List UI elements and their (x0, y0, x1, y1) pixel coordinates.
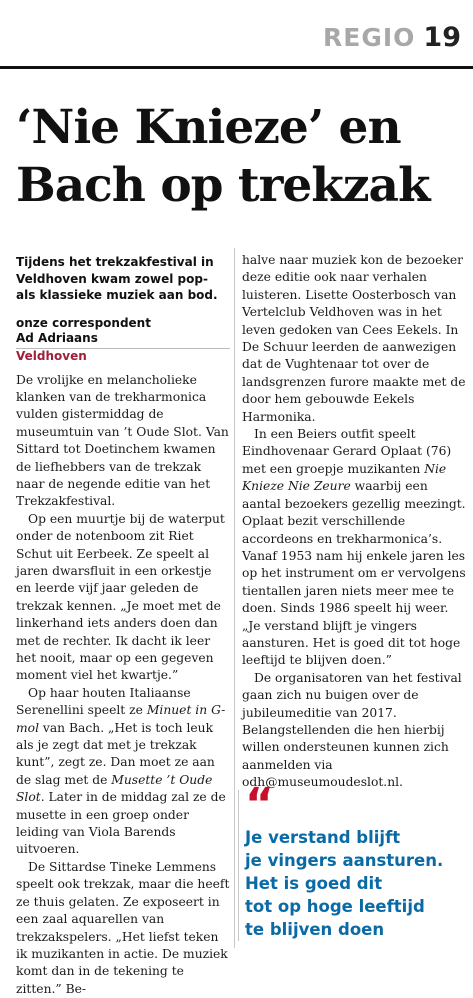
column-left (16, 254, 230, 998)
headline (16, 99, 466, 215)
body-paragraph: In een Beiers outfit speelt Eindhovenaar Gerard Oplaat (76) met een groepje muzikanten Nie Knieze Nie Zeure waarbij een aantal bezoekers gezellig meezingt. Oplaat bezit verschillende accordeons en trekharmonica’s. Vanaf 1953 nam hij enkele jaren les op het instrument om er vervolgens tientallen jaren niets meer mee te doen. Sinds 1986 speelt hij weer. „Je verstand blijft je vingers aansturen. Het is goed dit tot hoge leeftijd te blijven doen.” (242, 426, 468, 670)
body-paragraph: De vrolijke en melancholieke klanken van de trekharmonica vulden gistermiddag de museumtuin van ’t Oude Slot. Van Sittard tot Doetinchem kwamen de liefhebbers van de trekzak naar de negende editie van het Trekzakfestival. (16, 372, 230, 511)
column-right (242, 252, 468, 792)
body-paragraph: halve naar muziek kon de bezoeker deze editie ook naar verhalen luisteren. Lisette Oosterbosch van Vertelclub Veldhoven was in het leven gedoken van Cees Eekels. In De Schuur leerden de aanwezigen dat de Vughtenaar tot over de landsgrenzen furore maakte met de door hem gebouwde Eekels Harmonika. (242, 252, 468, 426)
page-header (323, 22, 461, 53)
byline-author: Ad Adriaans (16, 331, 230, 346)
page-number: 19 (423, 22, 461, 53)
section-label: REGIO (323, 23, 415, 52)
header-rule (0, 66, 473, 69)
lead-paragraph: Tijdens het trekzakfestival in Veldhoven kwam zowel pop- als klassieke muziek aan bod. (16, 254, 230, 304)
byline-role: onze correspondent (16, 316, 230, 331)
pull-quote-text: Je verstand blijft je vingers aansturen. Het is goed dit tot op hoge leeftijd te blijven doen (245, 826, 466, 941)
byline-place: Veldhoven (16, 349, 230, 364)
article-body-right (242, 252, 468, 792)
article-body-left (16, 372, 230, 998)
headline-line-1: ‘Nie Knieze’ en (16, 100, 401, 155)
headline-line-2: Bach op trekzak (16, 158, 430, 213)
quote-mark-icon: “ (245, 790, 466, 822)
byline (16, 316, 230, 364)
body-paragraph: Op haar houten Italiaanse Serenellini speelt ze Minuet in G-mol van Bach. „Het is toch leuk als je zegt dat met je trekzak kunt”, zegt ze. Dan moet ze aan de slag met de Musette ’t Oude Slot. Later in de middag zal ze de musette in een groep onder leiding van Viola Barends uitvoeren. (16, 685, 230, 859)
column-divider (234, 248, 235, 948)
pull-quote (238, 790, 466, 941)
body-paragraph: Op een muurtje bij de waterput onder de notenboom zit Riet Schut uit Eerbeek. Ze speelt al jaren dwarsfluit in een orkestje en leerde vijf jaar geleden de trekzak kennen. „Je moet met de linkerhand iets anders doen dan met de rechter. Ik dacht ik leer het nooit, maar op een gegeven moment viel het kwartje.” (16, 511, 230, 685)
body-paragraph: De Sittardse Tineke Lemmens speelt ook trekzak, maar die heeft ze thuis gelaten. Ze exposeert in een zaal aquarellen van trekzakspelers. „Het liefst teken ik muzikanten in actie. De muziek komt dan in de tekening te zitten.” Be- (16, 859, 230, 998)
body-paragraph: De organisatoren van het festival gaan zich nu buigen over de jubileumeditie van 2017. Belangstellenden die hen hierbij willen ondersteunen kunnen zich aanmelden via odh@museumoudeslot.nl. (242, 670, 468, 792)
